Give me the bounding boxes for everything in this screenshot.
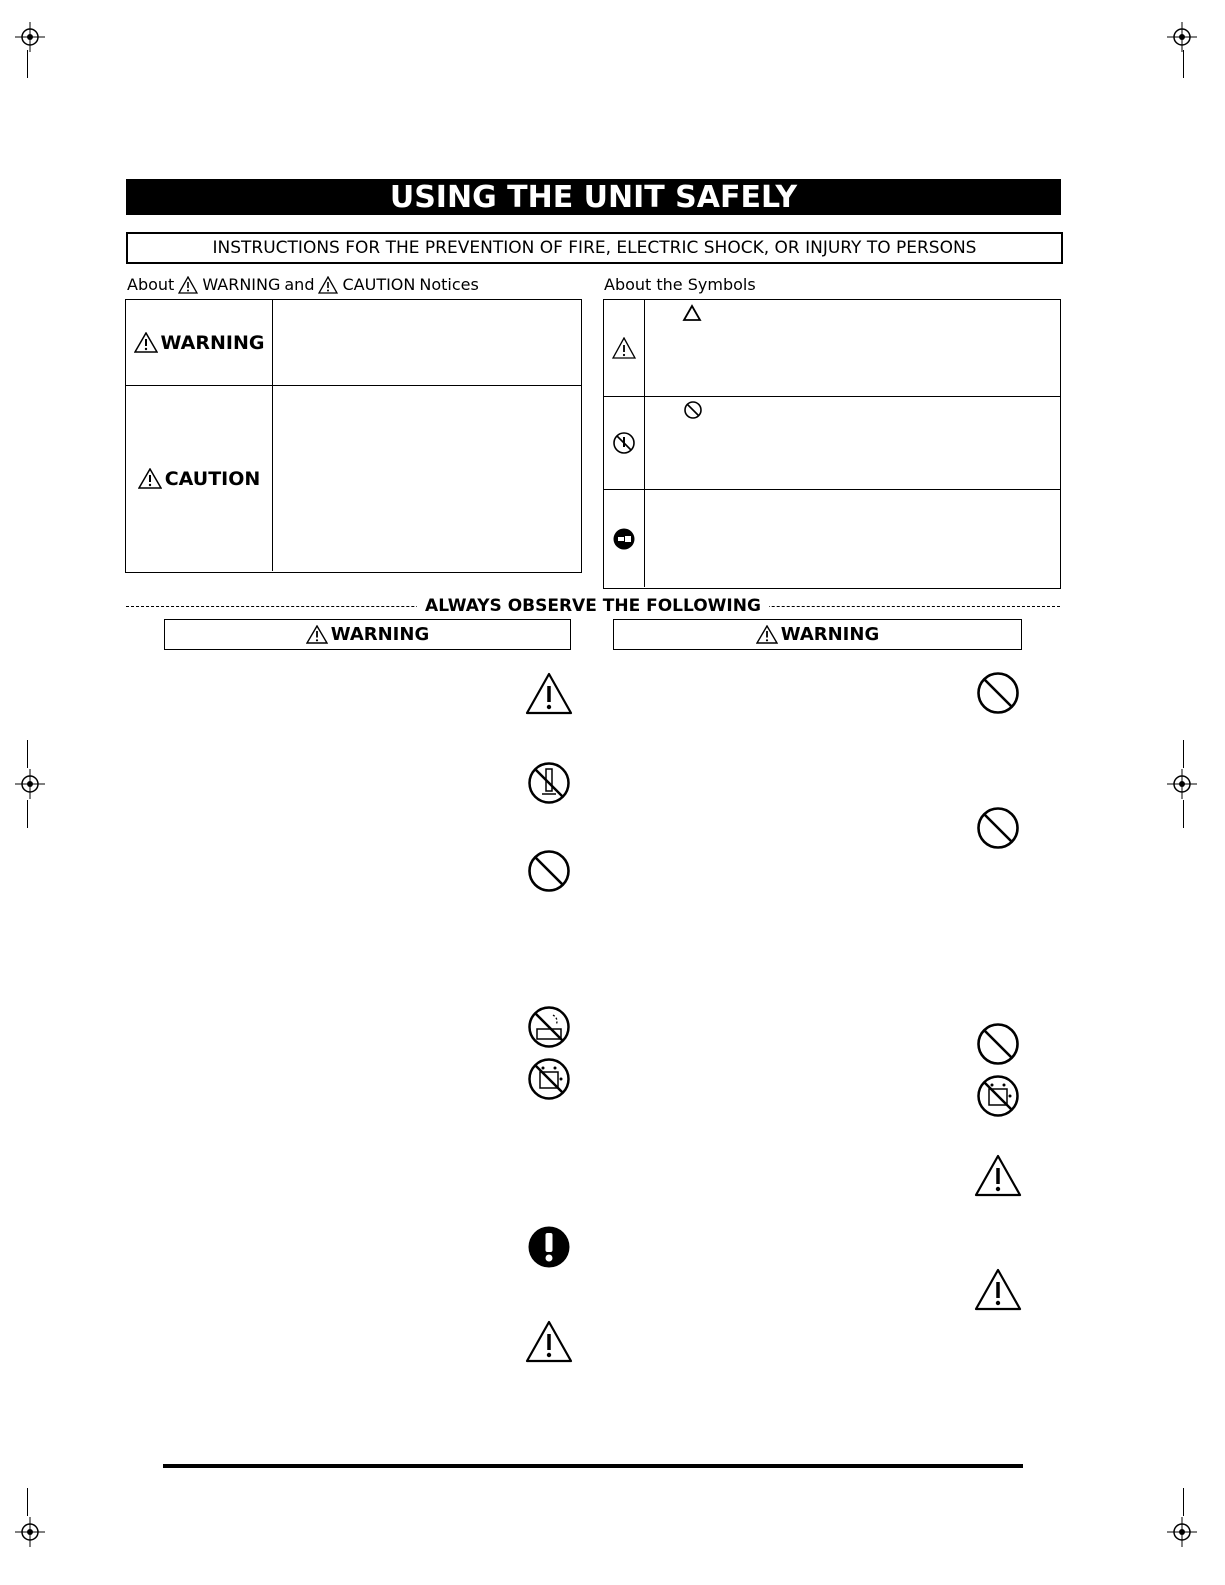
crop-mark: [27, 1488, 28, 1516]
registration-mark-icon: [15, 22, 45, 52]
warning-triangle-icon: [306, 625, 328, 644]
warning-triangle-icon: [525, 672, 573, 715]
prohibited-icon: [976, 806, 1020, 850]
always-observe-heading: ALWAYS OBSERVE THE FOLLOWING: [417, 596, 769, 616]
symbol-row-prohibition: [604, 397, 1060, 490]
no-disassembly-icon: [612, 431, 636, 455]
crop-mark: [1183, 1488, 1184, 1516]
notices-caution-word: CAUTION: [342, 275, 416, 294]
notices-conjunction: and: [284, 275, 315, 294]
crop-mark: [27, 800, 28, 828]
crop-mark: [1183, 800, 1184, 828]
mandatory-action-icon: [527, 1225, 571, 1269]
caution-badge: [138, 468, 261, 490]
registration-mark-icon: [15, 1517, 45, 1547]
registration-mark-icon: [1167, 22, 1197, 52]
left-warning-label: WARNING: [330, 624, 430, 645]
symbol-row-mandatory: [604, 490, 1060, 587]
symbol-icon-cell: [604, 490, 645, 587]
symbols-section-label: About the Symbols: [604, 275, 756, 294]
crop-mark: [27, 740, 28, 768]
prohibited-icon: [976, 671, 1020, 715]
crop-mark: [1183, 50, 1184, 78]
prohibited-icon: [976, 1022, 1020, 1066]
always-observe-wrap: [126, 596, 1060, 616]
prohibited-icon: [527, 849, 571, 893]
crop-mark: [1183, 740, 1184, 768]
right-warning-label: WARNING: [780, 624, 880, 645]
right-warning-header: [613, 619, 1022, 650]
warning-label: WARNING: [160, 331, 265, 354]
warning-triangle-icon: [525, 1320, 573, 1363]
symbol-icon-cell: [604, 397, 645, 489]
no-disassembly-icon: [527, 761, 571, 805]
registration-mark-icon: [1167, 769, 1197, 799]
warning-notice-row: [126, 300, 581, 386]
notice-table: [125, 299, 582, 573]
no-liquids-icon: [527, 1057, 571, 1101]
warning-triangle-icon: [178, 276, 198, 294]
warning-triangle-icon: [974, 1154, 1022, 1197]
unplug-icon: [612, 527, 636, 551]
no-liquids-icon: [976, 1074, 1020, 1118]
symbols-table: [603, 299, 1061, 589]
notices-section-label: [127, 275, 479, 294]
small-triangle-icon: [682, 304, 702, 322]
warning-triangle-icon: [974, 1268, 1022, 1311]
notices-suffix: Notices: [419, 275, 479, 294]
registration-mark-icon: [1167, 1517, 1197, 1547]
registration-mark-icon: [15, 769, 45, 799]
warning-triangle-icon: [612, 337, 636, 359]
symbol-row-triangle: [604, 300, 1060, 397]
symbol-icon-cell: [604, 300, 645, 396]
warning-triangle-icon: [756, 625, 778, 644]
notices-warning-word: WARNING: [202, 275, 281, 294]
caution-notice-row: [126, 386, 581, 571]
caution-label: CAUTION: [164, 467, 261, 490]
warning-triangle-icon: [318, 276, 338, 294]
notices-prefix: About: [127, 275, 175, 294]
instructions-heading: INSTRUCTIONS FOR THE PREVENTION OF FIRE, ELECTRIC SHOCK, OR INJURY TO PERSONS: [126, 232, 1063, 264]
footer-rule: [163, 1464, 1023, 1468]
page-title: USING THE UNIT SAFELY: [126, 179, 1061, 215]
no-water-icon: [527, 1005, 571, 1049]
left-warning-header: [164, 619, 571, 650]
caution-label-cell: [126, 386, 273, 571]
warning-triangle-icon: [138, 468, 162, 489]
warning-triangle-icon: [134, 332, 158, 353]
warning-label-cell: [126, 300, 273, 385]
warning-badge: [134, 332, 265, 354]
crop-mark: [27, 50, 28, 78]
small-prohibited-icon: [683, 400, 703, 420]
